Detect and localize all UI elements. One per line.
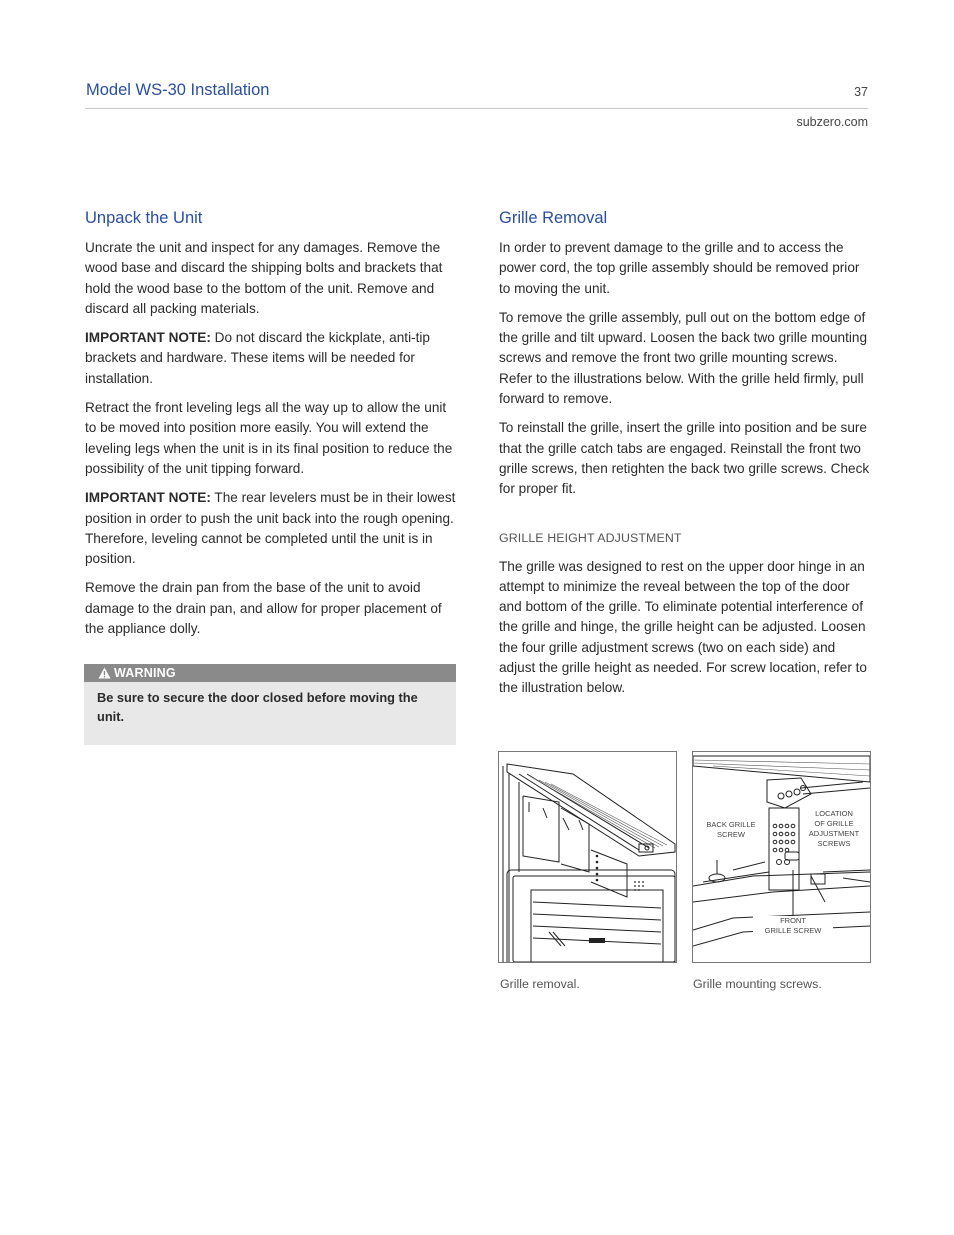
- grille-removal-section: [499, 207, 873, 708]
- unpack-paragraph-1: Uncrate the unit and inspect for any damages. Remove the wood base and discard the shipping bolts and brackets that hold the wood base to the bottom of the unit. Remove and discard all packing materials.: [85, 240, 443, 316]
- unpack-section: [85, 207, 459, 648]
- unpack-paragraph-5: Remove the drain pan from the base of the unit to avoid damage to the drain pan, and allow for proper placement of the appliance dolly.: [85, 580, 442, 637]
- grille-paragraph-2: To remove the grille assembly, pull out on the bottom edge of the grille and tilt upward. Loosen the back two grille mounting screws and remove the front two grille mounting screws. Refer to the illustrations below. With the grille held firmly, pull forward to remove.: [499, 309, 868, 407]
- grille-removal-heading: Grille Removal: [499, 209, 608, 227]
- important-note-2: [85, 488, 459, 569]
- grille-mounting-caption: Grille mounting screws.: [693, 977, 822, 991]
- important-note-text: The rear levelers must be in their lowest position in order to push the unit back into the rough opening. Therefore, leveling cannot be completed until the unit is in position.: [85, 490, 456, 567]
- page-header-title: Model WS-30 Installation: [86, 81, 270, 99]
- header-divider: [85, 108, 868, 109]
- location-adjustment-screws-label: [801, 809, 867, 849]
- grille-removal-illustration: [498, 751, 677, 963]
- unpack-heading: Unpack the Unit: [85, 209, 203, 227]
- page-number: 37: [854, 85, 868, 99]
- grille-paragraph-4: The grille was designed to rest on the upper door hinge in an attempt to minimize the reveal between the top of the door and bottom of the grille. To eliminate potential interference of the grille and hinge, the grille height can be adjusted. Loosen the four grille adjustment screws (two on each side) and adjust the grille height as needed. For screw location, refer to the illustration below.: [499, 558, 867, 696]
- unpack-paragraph-3: Retract the front leveling legs all the way up to allow the unit to be moved into position more easily. You will extend the leveling legs when the unit is in its final position to reduce the possibility of the unit tipping forward.: [85, 400, 453, 476]
- grille-removal-caption: Grille removal.: [500, 977, 580, 991]
- warning-text: Be sure to secure the door closed before moving the unit.: [97, 690, 418, 724]
- location-adjustment-screws-text: LOCATION OF GRILLE ADJUSTMENT SCREWS: [808, 809, 860, 848]
- warning-triangle-icon: [98, 667, 111, 679]
- warning-label: WARNING: [114, 666, 176, 680]
- site-url: subzero.com: [796, 115, 868, 129]
- important-note-label: IMPORTANT NOTE:: [85, 330, 211, 346]
- grille-mounting-screws-illustration: [692, 751, 871, 963]
- grille-removal-drawing: [499, 752, 676, 962]
- important-note-text: Do not discard the kickplate, anti-tip brackets and hardware. These items will be needed for installation.: [85, 330, 430, 386]
- warning-bar: [84, 664, 456, 682]
- grille-paragraph-1: In order to prevent damage to the grille and to access the power cord, the top grille assembly should be removed prior to moving the unit.: [499, 240, 860, 296]
- important-note-1: [85, 328, 459, 389]
- grille-height-subheading: GRILLE HEIGHT ADJUSTMENT: [499, 530, 682, 545]
- grille-paragraph-3: To reinstall the grille, insert the grille into position and be sure that the grille catch tabs are engaged. Reinstall the front two grille screws, then retighten the back two grille screws. Check for proper fit.: [499, 420, 870, 497]
- back-grille-screw-label: [701, 820, 761, 840]
- important-note-label: IMPORTANT NOTE:: [85, 490, 211, 506]
- front-grille-screw-label: [753, 916, 833, 936]
- back-grille-screw-text: BACK GRILLE SCREW: [706, 820, 756, 839]
- warning-box: [84, 664, 456, 745]
- front-grille-screw-text: FRONT GRILLE SCREW: [764, 916, 822, 935]
